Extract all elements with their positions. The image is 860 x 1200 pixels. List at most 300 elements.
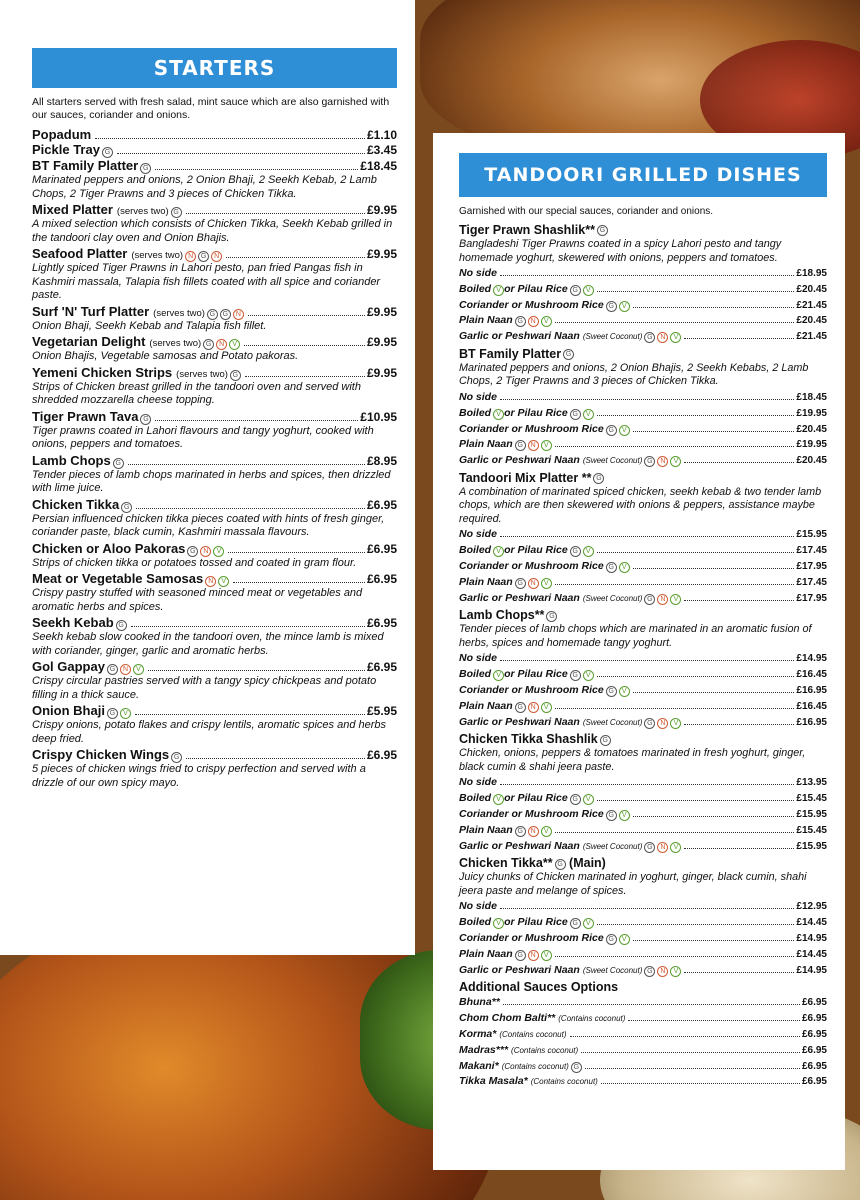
side-option-label: Madras*** [459, 1043, 509, 1056]
dietary-icon: G [570, 670, 581, 681]
dietary-icon: V [541, 578, 552, 589]
dietary-icon: G [515, 826, 526, 837]
dietary-icon: G [203, 339, 214, 350]
leader-dots [601, 1083, 800, 1084]
dietary-icon: G [515, 440, 526, 451]
side-option-price: £13.95 [796, 777, 827, 789]
starter-name: Crispy Chicken Wings [32, 747, 170, 762]
starter-row [32, 158, 397, 174]
starter-item [32, 127, 397, 142]
starter-item [32, 453, 397, 496]
dietary-icon: G [140, 163, 151, 174]
leader-dots [570, 1036, 800, 1037]
dietary-icon: G [113, 458, 124, 469]
dietary-icon: V [213, 546, 224, 557]
dietary-icon: V [133, 664, 144, 675]
side-option [459, 559, 827, 575]
leader-dots [597, 552, 795, 553]
starter-name: Surf 'N' Turf Platter [32, 303, 150, 319]
dietary-icon: G [570, 285, 581, 296]
side-option-label: Makani* [459, 1059, 499, 1072]
leader-dots [555, 584, 795, 585]
starter-row [32, 246, 397, 262]
starter-item [32, 409, 397, 452]
side-option-price: £14.45 [796, 917, 827, 929]
starter-row [32, 409, 397, 425]
dietary-icon: N [120, 664, 131, 675]
starter-name: Seafood Platter [32, 246, 128, 261]
side-option-price: £15.95 [796, 840, 827, 852]
tandoori-dish-name: Chicken Tikka** [459, 856, 553, 871]
side-option [459, 282, 827, 298]
side-option-price: £6.95 [801, 1044, 827, 1056]
side-option-price: £16.95 [796, 685, 827, 697]
tandoori-dish-header [459, 346, 827, 362]
side-option-label-cont: or Pilau Rice [504, 406, 568, 419]
side-option [459, 995, 827, 1011]
dietary-icon: G [198, 251, 209, 262]
leader-dots [597, 924, 795, 925]
starter-item [32, 202, 397, 245]
dietary-icon: N [657, 332, 668, 343]
dietary-icon: G [606, 301, 617, 312]
tandoori-dish-header [459, 855, 827, 871]
starter-note: (serves two) [149, 338, 202, 349]
starter-description: Persian influenced chicken tikka pieces coated with hints of fresh ginger, coriander paste, black cumin, Kashmiri massala flavours. [32, 512, 385, 538]
leader-dots [500, 275, 794, 276]
starter-name: Mixed Platter [32, 202, 113, 217]
starter-note: (serves two) [176, 368, 228, 380]
side-option [459, 266, 827, 282]
tandoori-dish-header [459, 222, 827, 238]
dietary-icon: G [102, 147, 113, 158]
starter-row [32, 334, 397, 350]
tandoori-dish-description: Juicy chunks of Chicken marinated in yoghurt, ginger, black cumin, shahi jeera paste and melange of spices. [459, 871, 807, 897]
side-option-label: Boiled [459, 544, 492, 557]
side-option-label: Plain Naan [459, 314, 513, 327]
dietary-icon: G [644, 966, 655, 977]
dietary-icon: V [583, 670, 594, 681]
tandoori-dish-header [459, 470, 827, 486]
side-option [459, 963, 827, 979]
leader-dots [135, 714, 365, 715]
side-option-note: (Sweet Coconut) [582, 593, 643, 603]
side-option-label: Garlic or Peshwari Naan [459, 454, 580, 467]
side-option [459, 298, 827, 314]
starter-price: £6.95 [366, 497, 397, 512]
side-option-label-cont: or Pilau Rice [504, 282, 568, 295]
side-option [459, 947, 827, 963]
leader-dots [500, 660, 794, 661]
starter-price: £9.95 [366, 304, 397, 319]
starter-name: Pickle Tray [32, 142, 100, 157]
dietary-icon: N [528, 440, 539, 451]
dietary-icon: G [555, 859, 566, 870]
side-option-label: Plain Naan [459, 699, 513, 712]
leader-dots [555, 832, 795, 833]
starter-price: £3.45 [366, 143, 397, 157]
starter-price: £5.95 [366, 704, 397, 718]
dietary-icon: V [493, 670, 504, 681]
dietary-icon: V [493, 794, 504, 805]
dietary-icon: N [528, 826, 539, 837]
tandoori-dish-note: (Main) [565, 856, 606, 871]
dietary-icon: G [570, 794, 581, 805]
side-option [459, 1027, 827, 1043]
starter-price: £18.45 [360, 159, 397, 173]
dietary-icon: V [541, 826, 552, 837]
starter-row [32, 615, 397, 631]
starter-row [32, 127, 397, 142]
side-option-price: £20.45 [796, 455, 827, 467]
dietary-icon: G [644, 456, 655, 467]
dietary-icon: G [593, 473, 604, 484]
leader-dots [95, 138, 365, 139]
leader-dots [226, 257, 365, 258]
starter-item [32, 304, 397, 334]
leader-dots [136, 508, 365, 509]
starter-price: £9.95 [366, 247, 397, 261]
side-option [459, 651, 827, 667]
side-option-label: Garlic or Peshwari Naan [459, 330, 580, 343]
side-option [459, 437, 827, 453]
side-option [459, 823, 827, 839]
leader-dots [684, 848, 794, 849]
side-option [459, 775, 827, 791]
dietary-icon: G [644, 842, 655, 853]
starter-row [32, 659, 397, 675]
leader-dots [228, 552, 365, 553]
leader-dots [597, 415, 795, 416]
side-option [459, 915, 827, 931]
side-option-label: No side [459, 776, 497, 789]
side-option-note: (Contains coconut) [499, 1030, 567, 1039]
leader-dots [155, 420, 358, 421]
side-option-label: Boiled [459, 668, 492, 681]
side-option-price: £15.45 [796, 824, 827, 836]
side-option-price: £6.95 [801, 1060, 827, 1072]
side-option-label: No side [459, 267, 497, 279]
dietary-icon: N [528, 316, 539, 327]
leader-dots [633, 816, 795, 817]
leader-dots [503, 1004, 800, 1005]
starter-note: (serves two) [131, 250, 184, 261]
starter-name: Onion Bhaji [32, 703, 105, 718]
dietary-icon: V [670, 332, 681, 343]
side-option-price: £21.45 [796, 299, 827, 311]
side-option-label-cont: or Pilau Rice [504, 668, 568, 681]
dietary-icon: V [229, 339, 240, 350]
starter-price: £6.95 [366, 748, 397, 762]
side-option-label: Boiled [459, 406, 492, 419]
starter-item [32, 659, 397, 702]
dietary-icon: V [541, 440, 552, 451]
starter-price: £6.95 [366, 660, 397, 674]
leader-dots [555, 322, 795, 323]
side-option-price: £17.45 [796, 545, 827, 557]
dietary-icon: V [541, 316, 552, 327]
leader-dots [248, 315, 365, 316]
starter-row [32, 541, 397, 557]
tandoori-dish-description: Tender pieces of lamb chops which are marinated in an aromatic fusion of herbs, spices and homemade tangy yoghurt. [459, 623, 812, 649]
leader-dots [117, 153, 365, 154]
leader-dots [555, 708, 795, 709]
starter-price: £9.95 [366, 203, 397, 217]
starter-item [32, 541, 397, 571]
side-option-note: (Contains coconut) [530, 1077, 598, 1087]
side-option-price: £16.45 [796, 669, 827, 681]
dietary-icon: V [619, 810, 630, 821]
leader-dots [131, 626, 365, 627]
side-option-label: Chom Chom Balti** [459, 1012, 556, 1025]
side-option-price: £19.95 [796, 439, 827, 451]
side-option-price: £20.45 [796, 315, 827, 327]
starter-item [32, 703, 397, 746]
side-option-note: (Sweet Coconut) [582, 717, 643, 727]
starter-price: £8.95 [366, 453, 397, 468]
leader-dots [597, 800, 795, 801]
starter-name: Seekh Kebab [32, 615, 114, 630]
leader-dots [628, 1020, 800, 1021]
side-option-label: Garlic or Peshwari Naan [459, 591, 580, 604]
dietary-icon: V [670, 594, 681, 605]
sauces-list [459, 995, 827, 1090]
dietary-icon: G [563, 349, 574, 360]
dietary-icon: V [583, 918, 594, 929]
leader-dots [633, 692, 795, 693]
side-option-label: Garlic or Peshwari Naan [459, 839, 580, 852]
starter-description: Onion Bhajis, Vegetable samosas and Potato pakoras. [32, 350, 299, 362]
side-option-price: £17.95 [796, 592, 827, 604]
starter-price: £9.95 [366, 365, 397, 380]
side-option-note: (Sweet Coconut) [582, 965, 643, 975]
dietary-icon: V [493, 409, 504, 420]
side-option [459, 575, 827, 591]
starter-name: Chicken Tikka [32, 496, 120, 512]
starter-description: 5 pieces of chicken wings fried to crispy perfection and served with a drizzle of our own spicy mayo. [32, 763, 366, 789]
side-option-label-cont: or Pilau Rice [504, 792, 568, 805]
dietary-icon: V [583, 794, 594, 805]
leader-dots [633, 431, 795, 432]
dietary-icon: V [493, 546, 504, 557]
side-option-price: £6.95 [801, 997, 827, 1009]
side-option-price: £16.95 [796, 716, 827, 728]
leader-dots [500, 784, 794, 785]
dietary-icon: V [493, 918, 504, 929]
side-option-price: £14.95 [796, 653, 827, 665]
dietary-icon: G [600, 735, 611, 746]
side-option-label: Plain Naan [459, 947, 513, 960]
dietary-icon: N [211, 251, 222, 262]
dietary-icon: G [644, 332, 655, 343]
tandoori-dish-name: BT Family Platter [459, 346, 562, 361]
starter-price: £6.95 [366, 572, 397, 586]
leader-dots [555, 446, 795, 447]
side-option-price: £15.45 [796, 793, 827, 805]
leader-dots [186, 213, 365, 214]
starters-panel [0, 0, 415, 955]
dietary-icon: V [120, 708, 131, 719]
side-option-label: Plain Naan [459, 575, 513, 588]
starter-price: £10.95 [360, 409, 397, 424]
side-option-label: No side [459, 528, 497, 541]
dietary-icon: V [619, 934, 630, 945]
dietary-icon: G [571, 1062, 582, 1073]
tandoori-dish-header [459, 607, 827, 623]
dietary-icon: G [546, 611, 557, 622]
dietary-icon: N [657, 718, 668, 729]
tandoori-dish-name: Tiger Prawn Shashlik** [459, 223, 595, 237]
side-option-label: Tikka Masala* [459, 1075, 528, 1088]
starter-price: £1.10 [366, 128, 397, 142]
side-option-price: £6.95 [801, 1076, 827, 1088]
dietary-icon: G [220, 309, 231, 320]
starter-row [32, 571, 397, 587]
dietary-icon: N [657, 842, 668, 853]
dietary-icon: G [207, 309, 218, 320]
dietary-icon: G [597, 225, 608, 236]
dietary-icon: G [515, 950, 526, 961]
dietary-icon: N [528, 578, 539, 589]
starter-row [32, 497, 397, 513]
side-option [459, 406, 827, 422]
side-option-price: £20.45 [796, 283, 827, 295]
starter-item [32, 334, 397, 364]
starter-price: £9.95 [366, 335, 397, 349]
side-option [459, 791, 827, 807]
dietary-icon: G [121, 502, 132, 513]
tandoori-dish [459, 222, 827, 345]
dietary-icon: V [619, 425, 630, 436]
dietary-icon: V [541, 950, 552, 961]
leader-dots [245, 376, 365, 377]
starter-name: Vegetarian Delight [32, 334, 146, 349]
side-option-label: Coriander or Mushroom Rice [459, 932, 604, 945]
side-option-note: (Sweet Coconut) [582, 332, 643, 342]
side-option-label: Korma* [459, 1028, 497, 1040]
dietary-icon: V [670, 718, 681, 729]
tandoori-dish-description: Bangladeshi Tiger Prawns coated in a spicy Lahori pesto and tangy homemade yoghurt, skewered with onions, peppers and tomatoes. [459, 238, 782, 264]
starter-description: Crispy onions, potato flakes and crispy lentils, aromatic spices and herbs deep fried. [32, 719, 387, 745]
tandoori-dish-description: Chicken, onions, peppers & tomatoes marinated in fresh yoghurt, ginger, black cumin & shahi jeera paste. [459, 747, 806, 773]
dietary-icon: V [218, 576, 229, 587]
leader-dots [155, 169, 358, 170]
side-option [459, 899, 827, 915]
starter-item [32, 158, 397, 201]
side-option-note: (Contains coconut) [558, 1014, 626, 1024]
side-option-price: £20.45 [796, 423, 827, 435]
dietary-icon: G [644, 594, 655, 605]
side-option [459, 313, 827, 329]
starter-name: Tiger Prawn Tava [32, 408, 139, 424]
side-option-price: £18.95 [796, 268, 827, 279]
dietary-icon: V [493, 285, 504, 296]
side-option-note: (Contains coconut) [501, 1061, 569, 1071]
dietary-icon: G [606, 810, 617, 821]
starter-row [32, 453, 397, 469]
side-option-label: Coriander or Mushroom Rice [459, 422, 604, 435]
tandoori-dish [459, 470, 827, 606]
side-option-price: £21.45 [796, 331, 827, 343]
leader-dots [597, 291, 795, 292]
side-option-price: £14.45 [796, 948, 827, 960]
leader-dots [500, 399, 794, 400]
leader-dots [555, 956, 795, 957]
starter-name: Lamb Chops [32, 452, 111, 468]
leader-dots [597, 676, 795, 677]
side-option-label: Coriander or Mushroom Rice [459, 684, 604, 697]
side-option [459, 390, 827, 406]
dietary-icon: N [216, 339, 227, 350]
side-option-price: £15.95 [796, 809, 827, 821]
dietary-icon: N [528, 950, 539, 961]
dietary-icon: V [583, 285, 594, 296]
starter-row [32, 142, 397, 158]
leader-dots [684, 972, 794, 973]
starter-description: Onion Bhaji, Seekh Kebab and Talapia fish fillet. [32, 319, 267, 332]
dietary-icon: V [619, 301, 630, 312]
dietary-icon: G [515, 702, 526, 713]
dietary-icon: G [171, 752, 182, 763]
dietary-icon: N [528, 702, 539, 713]
dietary-icon: G [107, 708, 118, 719]
dietary-icon: G [116, 620, 127, 631]
side-option-label: Garlic or Peshwari Naan [459, 715, 580, 728]
tandoori-title: TANDOORI GRILLED DISHES [459, 153, 827, 197]
starter-description: Seekh kebab slow cooked in the tandoori oven, the mince lamb is mixed with coriander, ginger, garlic and aromatic herbs. [32, 631, 384, 657]
side-option-price: £19.95 [796, 407, 827, 419]
side-option [459, 422, 827, 438]
side-option-price: £14.95 [796, 964, 827, 976]
starter-description: Marinated peppers and onions, 2 Onion Bhaji, 2 Seekh Kebab, 2 Lamb Chops, 2 Tiger Prawns and 3 pieces of Chicken Tikka. [32, 174, 377, 200]
side-option-price: £12.95 [796, 901, 827, 913]
leader-dots [684, 600, 794, 601]
dietary-icon: V [670, 842, 681, 853]
side-option-price: £6.95 [801, 1013, 827, 1025]
starter-name: Popadum [32, 127, 92, 142]
dietary-icon: N [657, 456, 668, 467]
side-option [459, 931, 827, 947]
side-option [459, 1011, 827, 1027]
dietary-icon: V [583, 546, 594, 557]
starter-name: Meat or Vegetable Samosas [32, 571, 204, 586]
dietary-icon: G [570, 546, 581, 557]
starter-item [32, 246, 397, 303]
side-option-label: Bhuna** [459, 996, 500, 1009]
starter-name: Yemeni Chicken Strips [32, 364, 173, 380]
starter-item [32, 747, 397, 790]
tandoori-dish-description: A combination of marinated spiced chicken, seekh kebab & two tender lamb chops, which are then skewered with onions & peppers, assistance maybe required. [459, 485, 822, 525]
side-option-price: £14.95 [796, 933, 827, 945]
dietary-icon: N [200, 546, 211, 557]
leader-dots [633, 307, 795, 308]
dietary-icon: N [657, 966, 668, 977]
tandoori-dish [459, 731, 827, 854]
leader-dots [581, 1052, 800, 1053]
dietary-icon: N [205, 576, 216, 587]
starter-note: (serves two) [116, 206, 169, 217]
leader-dots [186, 758, 365, 759]
side-option-label: Coriander or Mushroom Rice [459, 298, 604, 311]
tandoori-dish-name: Chicken Tikka Shashlik [459, 732, 598, 747]
dietary-icon: G [606, 934, 617, 945]
dietary-icon: N [185, 251, 196, 262]
starter-row [32, 747, 397, 763]
leader-dots [148, 670, 365, 671]
leader-dots [128, 464, 365, 465]
dietary-icon: V [670, 456, 681, 467]
leader-dots [500, 908, 794, 909]
